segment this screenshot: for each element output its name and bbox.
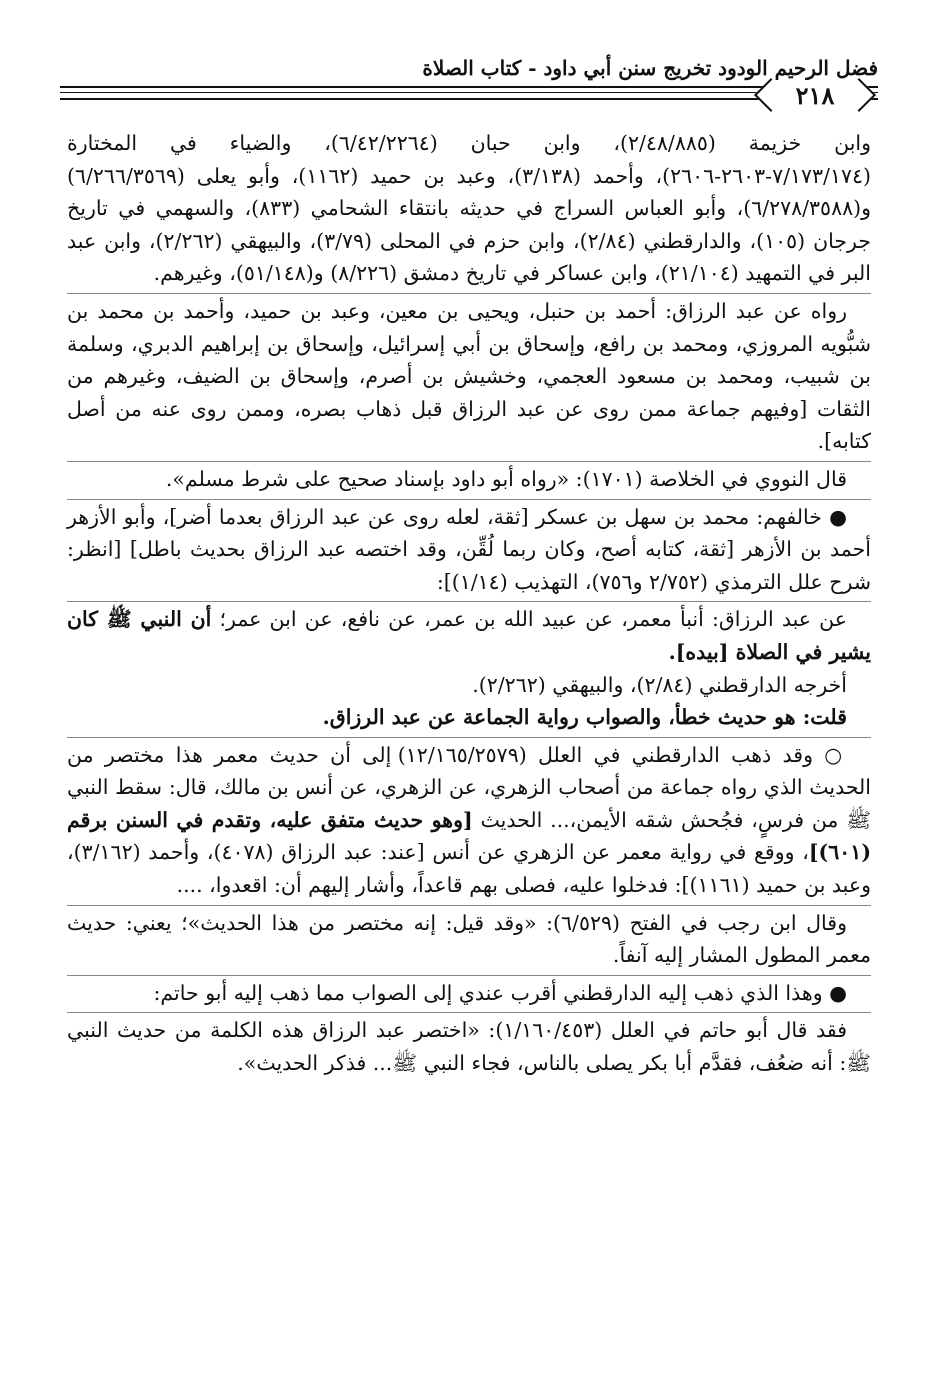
- paragraph-text: قال النووي في الخلاصة (١٧٠١): «رواه أبو داود بإسناد صحيح على شرط مسلم».: [165, 466, 847, 491]
- paragraph-text: ، ووقع في رواية معمر عن الزهري عن أنس [عند: عبد الرزاق (٤٠٧٨)، وأحمد (٣/١٦٢)، وعبد بن حميد (١١٦١)]: فدخلوا عليه، فصلى بهم قاعداً، وأشار إليهم أن: اقعدوا، ....: [67, 840, 871, 898]
- paragraph-separator: [67, 499, 871, 500]
- page-number-badge: [765, 80, 865, 114]
- paragraph: [67, 603, 871, 668]
- paragraph-text: ● خالفهم: محمد بن سهل بن عسكر [ثقة، لعله روى عن عبد الرزاق بعدما أضر]، وأبو الأزهر أحمد بن الأزهر [ثقة، كتابه أصح، وكان ربما لُقِّن، وقد اختصه عبد الرزاق بحديث باطل] [انظر: شرح علل الترمذي (٢/٧٥٢ و٧٥٦)، التهذيب (١/١٤)]:: [67, 504, 871, 594]
- paragraph: [67, 739, 871, 902]
- body-text: [67, 127, 871, 1080]
- paragraph: [67, 1014, 871, 1079]
- paragraph: [67, 669, 871, 702]
- bold-text: [وهو حديث متفق عليه، وتقدم في السنن برقم (٦٠١)]: [67, 807, 872, 865]
- paragraph-separator: [67, 905, 871, 906]
- paragraph-separator: [67, 601, 871, 602]
- page-number: ٢١٨: [795, 81, 835, 110]
- paragraph-text: فقد قال أبو حاتم في العلل (١/١٦٠/٤٥٣): «اختصر عبد الرزاق هذه الكلمة من حديث النبي ﷺ: أنه ضعُف، فقدَّم أبا بكر يصلى بالناس، فجاء النبي ﷺ... فذكر الحديث».: [67, 1018, 871, 1076]
- paragraph: [67, 701, 871, 734]
- paragraph-separator: [67, 1012, 871, 1013]
- paragraph: [67, 463, 871, 496]
- paragraph-text: وابن خزيمة (٢/٤٨/٨٨٥)، وابن حبان (٦/٤٢/٢٢٦٤)، والضياء في المختارة (٧/١٧٣/١٧٤-٢٦٠٣-٢٦٠٦)، وأحمد (٣/١٣٨)، وعبد بن حميد (١١٦٢)، وأبو يعلى (٦/٢٦٦/٣٥٦٩) و(٦/٢٧٨/٣٥٨٨)، وأبو العباس السراج في حديثه بانتقاء الشحامي (٨٣٣)، والسهمي في تاريخ جرجان (١٠٥)، والدارقطني (٢/٨٤)، وابن حزم في المحلى (٣/٧٩)، والبيهقي (٢/٢٦٢)، وابن عبد البر في التمهيد (٢١/١٠٤)، وابن عساكر في تاريخ دمشق (٨/٢٢٦) و(٥١/١٤٨)، وغيرهم.: [67, 131, 872, 286]
- paragraph-text: أخرجه الدارقطني (٢/٨٤)، والبيهقي (٢/٢٦٢).: [472, 672, 847, 697]
- paragraph-separator: [67, 975, 871, 976]
- paragraph: [67, 977, 871, 1010]
- paragraph-text: عن عبد الرزاق: أنبأ معمر، عن عبيد الله بن عمر، عن نافع، عن ابن عمر؛: [211, 607, 847, 632]
- header-rule-top: [60, 86, 878, 88]
- paragraph-text: ● وهذا الذي ذهب إليه الدارقطني أقرب عندي إلى الصواب مما ذهب إليه أبو حاتم:: [153, 980, 847, 1005]
- paragraph-text: ○ وقد ذهب الدارقطني في العلل (١٢/١٦٥/٢٥٧٩) إلى أن حديث معمر هذا مختصر من الحديث الذي رواه جماعة من أصحاب الزهري، عن الزهري، عن أنس بن مالك، قال: سقط النبي ﷺ من فرسٍ، فجُحش شقه الأيمن،... الحديث: [67, 742, 872, 832]
- paragraph-separator: [67, 461, 871, 462]
- paragraph: [67, 295, 871, 458]
- paragraph-separator: [67, 737, 871, 738]
- header-rule-bottom: [60, 98, 878, 100]
- bold-text: أن النبي ﷺ كان يشير في الصلاة [بيده].: [67, 607, 871, 664]
- paragraph: [67, 127, 871, 290]
- paragraph: [67, 907, 871, 972]
- paragraph: [67, 501, 871, 599]
- bold-text: قلت: هو حديث خطأ، والصواب رواية الجماعة عن عبد الرزاق.: [322, 705, 847, 730]
- running-header-title: فضل الرحيم الودود تخريج سنن أبي داود - كتاب الصلاة: [422, 56, 878, 80]
- paragraph-separator: [67, 293, 871, 294]
- paragraph-text: وقال ابن رجب في الفتح (٦/٥٢٩): «وقد قيل: إنه مختصر من هذا الحديث»؛ يعني: حديث معمر المطول المشار إليه آنفاً.: [67, 910, 871, 968]
- paragraph-text: رواه عن عبد الرزاق: أحمد بن حنبل، ويحيى بن معين، وعبد بن حميد، وأحمد بن محمد بن شبُّويه المروزي، ومحمد بن رافع، وإسحاق بن أبي إسرائيل، وإسحاق بن إبراهيم الدبري، وسلمة بن شبيب، ومحمد بن مسعود العجمي، وخشيش بن أصرم، وإسحاق بن الضيف، وغيرهم من الثقات [وفيهم جماعة ممن روى عن عبد الرزاق قبل ذهاب بصره، وممن روى عنه من أصل كتابه].: [67, 298, 871, 454]
